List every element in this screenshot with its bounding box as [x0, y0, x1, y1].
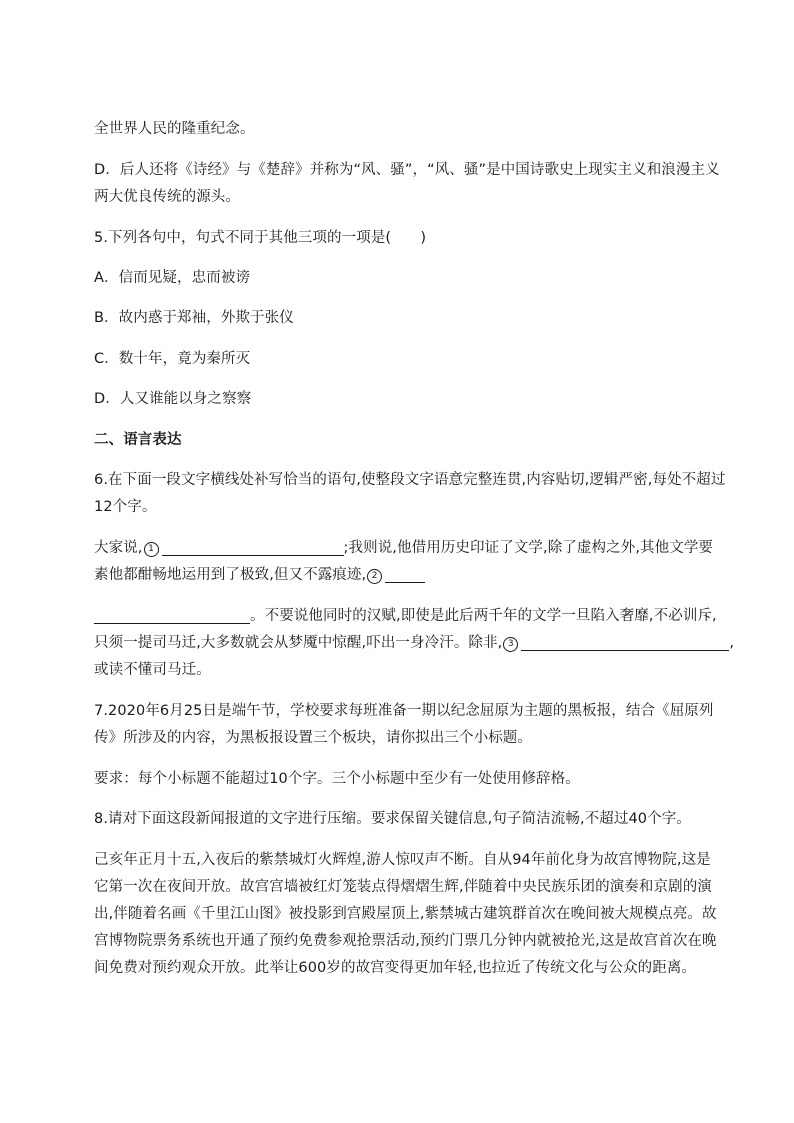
q6-para-line4 [94, 630, 735, 657]
q5-option-a: A．信而见疑，忠而被谤 [94, 270, 251, 286]
q6-text: 只须一提司马迁,大多数就会从梦魇中惊醒,吓出一身冷汗。除非, [94, 635, 503, 651]
q8-news-line: 它第一次在夜间开放。故宫宫墙被红灯笼装点得熠熠生辉,伴随着中央民族乐团的演奏和京剧的演 [94, 879, 712, 895]
q6-para-line2 [94, 562, 700, 589]
q7-line2: 传》所涉及的内容，为黑板报设置三个板块，请你拟出三个小标题。 [94, 730, 532, 746]
section-title: 二、语言表达 [94, 432, 182, 448]
q7-line1: 7.2020年6月25日是端午节，学校要求每班准备一期以纪念屈原为主题的黑板报，结合《屈原列 [94, 703, 714, 719]
q6-para-line5: 或读不懂司马迁。 [94, 662, 211, 678]
q7-requirement: 要求：每个小标题不能超过10个字。三个小标题中至少有一处使用修辞格。 [94, 771, 580, 787]
q8-stem: 8.请对下面这段新闻报道的文字进行压缩。要求保留关键信息,句子简洁流畅,不超过40个字。 [94, 811, 691, 827]
q5-option-c: C．数十年，竟为秦所灭 [94, 351, 251, 367]
q5-option-d: D．人又谁能以身之察察 [94, 391, 252, 407]
blank-marker-1: 1 [144, 542, 159, 557]
q6-para-line1 [94, 535, 714, 562]
q8-news-line: 出,伴随着名画《千里江山图》被投影到宫殿屋顶上,紫禁城古建筑群首次在晚间被大规模点亮。故 [94, 906, 717, 922]
q4-tail-line: 全世界人民的隆重纪念。 [94, 121, 255, 137]
q5-option-b: B．故内惑于郑袖，外欺于张仪 [94, 310, 294, 326]
q6-text: 。不要说他同时的汉赋,即使是此后两千年的文学一旦陷入奢靡,不必训斥, [250, 608, 717, 624]
blank-marker-2: 2 [367, 569, 382, 584]
q4-option-d-line2: 两大优良传统的源头。 [94, 189, 240, 205]
fill-blank-1[interactable] [162, 539, 344, 556]
fill-blank-2a[interactable] [385, 566, 425, 583]
q6-stem-line1: 6.在下面一段文字横线处补写恰当的语句,使整段文字语意完整连贯,内容贴切,逻辑严密,每处不超过 [94, 472, 726, 488]
q6-para-line3 [94, 603, 717, 630]
q8-news-line: 间免费对预约观众开放。此举让600岁的故宫变得更加年轻,也拉近了传统文化与公众的距离。 [94, 960, 697, 976]
q6-stem-line2: 12个字。 [94, 499, 157, 515]
q6-text: ;我则说,他借用历史印证了文学,除了虚构之外,其他文学要 [343, 540, 714, 556]
blank-marker-3: 3 [503, 637, 518, 652]
q6-text: 大家说, [94, 540, 143, 556]
fill-blank-3[interactable] [521, 634, 729, 651]
q5-stem: 5.下列各句中，句式不同于其他三项的一项是( ) [94, 230, 427, 246]
q8-news-line: 己亥年正月十五,入夜后的紫禁城灯火辉煌,游人惊叹声不断。自从94年前化身为故宫博物院,这是 [94, 852, 711, 868]
q4-option-d-line1: D．后人还将《诗经》与《楚辞》并称为“风、骚”，“风、骚”是中国诗歌史上现实主义和浪漫主义 [94, 162, 720, 178]
q8-news-line: 宫博物院票务系统也开通了预约免费参观抢票活动,预约门票几分钟内就被抢光,这是故宫首次在晚 [94, 933, 717, 949]
fill-blank-2b[interactable] [94, 607, 250, 624]
q6-text: , [729, 635, 735, 651]
q6-text: 素他都酣畅地运用到了极致,但又不露痕迹, [94, 567, 367, 583]
